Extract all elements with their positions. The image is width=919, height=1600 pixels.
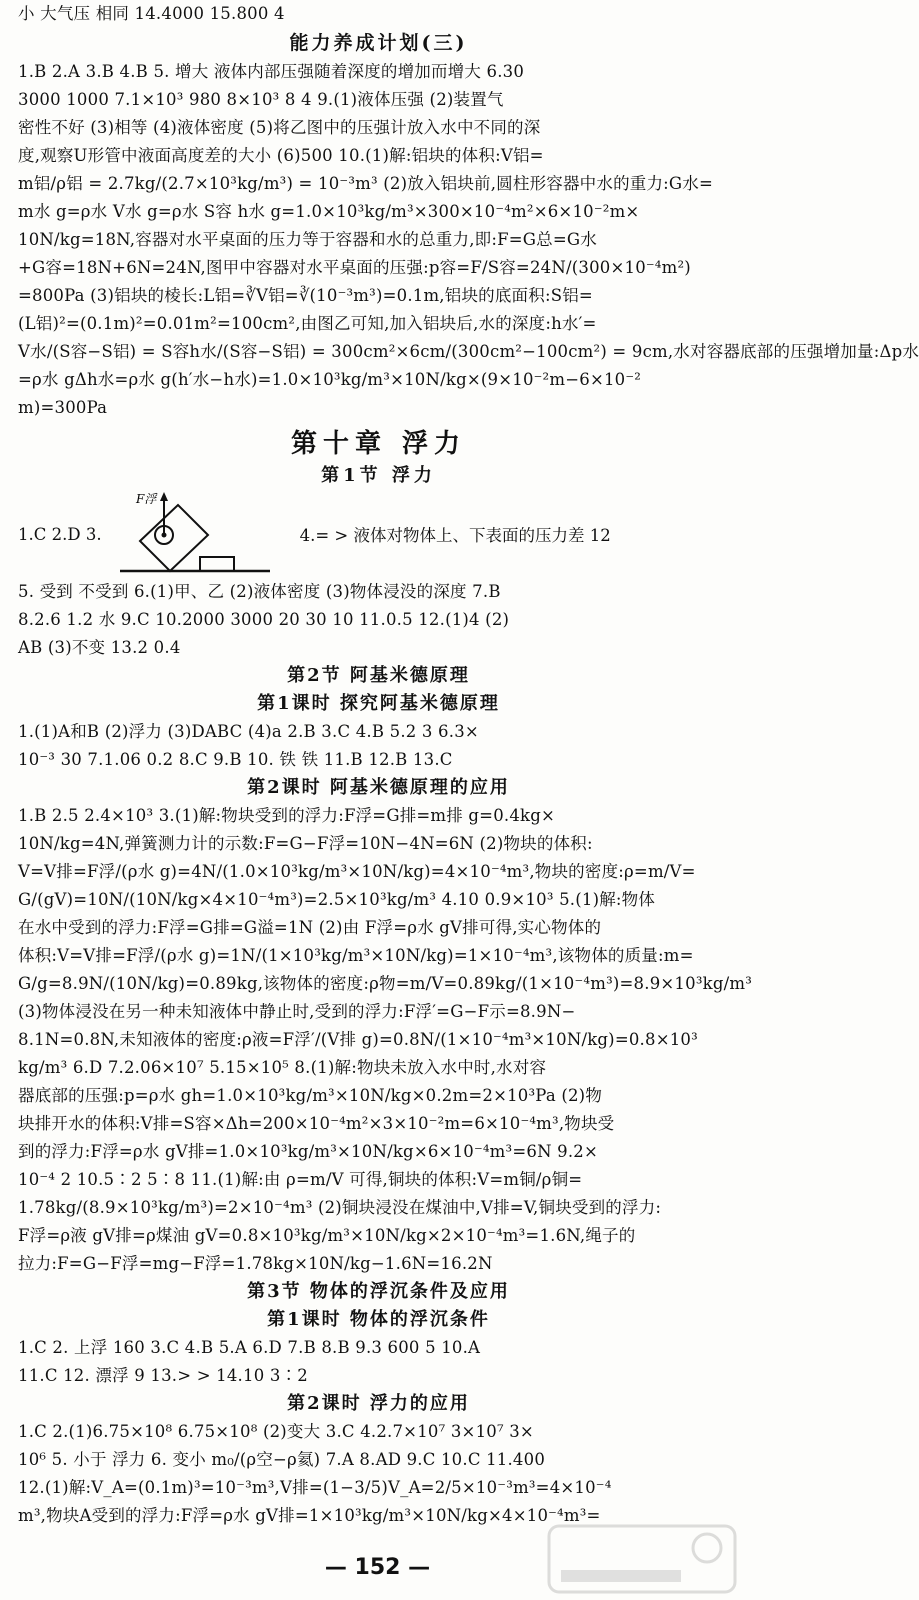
section1-lines-line: 1.B 2.A 3.B 4.B 5. 增大 液体内部压强随着深度的增加而增大 6.30 — [18, 62, 525, 81]
sec2-title: 第2节 阿基米德原理 — [287, 665, 470, 686]
sec2-lesson2-title: 第2课时 阿基米德原理的应用 — [247, 777, 510, 798]
sec2-lesson2-lines-line: 在水中受到的浮力:F浮=G排=G溢=1N (2)由 F浮=ρ水 gV排可得,实心物体的 — [18, 918, 602, 937]
sec2-lesson2-lines-line: 器底部的压强:p=ρ水 gh=1.0×10³kg/m³×10N/kg×0.2m=2×10³Pa (2)物 — [18, 1086, 603, 1105]
section1-lines-line: 度,观察U形管中液面高度差的大小 (6)500 10.(1)解:铝块的体积:V铝= — [18, 146, 544, 165]
sec3-title: 第3节 物体的浮沉条件及应用 — [247, 1281, 510, 1302]
sec3-lesson1-answers — [18, 1334, 739, 1390]
sec3-lesson2-lines-line: m³,物块A受到的浮力:F浮=ρ水 gV排=1×10³kg/m³×10N/kg×4×10⁻⁴m³= — [18, 1506, 601, 1525]
ch-sec1-title: 第1节 浮力 — [321, 465, 436, 486]
chapter-title: 第十章 浮力 — [290, 429, 467, 459]
section1-lines-line: 10N/kg=18N,容器对水平桌面的压力等于容器和水的总重力,即:F=G总=G水 — [18, 230, 597, 249]
sec2-lesson1-lines-line: 10⁻³ 30 7.1.06 0.2 8.C 9.B 10. 铁 铁 11.B 12.B 13.C — [18, 750, 453, 769]
sec2-lesson2-lines-line: (3)物体浸没在另一种未知液体中静止时,受到的浮力:F浮′=G−F示=8.9N− — [18, 1002, 576, 1021]
sec1-row-with-diagram — [18, 490, 739, 578]
sec2-lesson2-lines-line: 1.78kg/(8.9×10³kg/m³)=2×10⁻⁴m³ (2)铜块浸没在煤油中,V排=V,铜块受到的浮力: — [18, 1198, 662, 1217]
watermark-logo-icon — [547, 1524, 737, 1594]
sec2-lesson2-lines-line: 1.B 2.5 2.4×10³ 3.(1)解:物块受到的浮力:F浮=G排=m排 g=0.4kg× — [18, 806, 556, 825]
sec1-lines-line: AB (3)不变 13.2 0.4 — [18, 638, 181, 657]
section1-lines-line: (L铝)²=(0.1m)²=0.01m²=100cm²,由图乙可知,加入铝块后,水的深度:h水′= — [18, 314, 597, 333]
section1-lines-line: m铝/ρ铝 = 2.7kg/(2.7×10³kg/m³) = 10⁻³m³ (2)放入铝块前,圆柱形容器中水的重力:G水= — [18, 174, 714, 193]
sec2-lesson2-lines-line: G/(gV)=10N/(10N/kg×4×10⁻⁴m³)=2.5×10³kg/m³ 4.10 0.9×10³ 5.(1)解:物体 — [18, 890, 656, 909]
sec3-lesson1-lines-line: 1.C 2. 上浮 160 3.C 4.B 5.A 6.D 7.B 8.B 9.3 600 5 10.A — [18, 1338, 481, 1357]
section1-lines-line: 密性不好 (3)相等 (4)液体密度 (5)将乙图中的压强计放入水中不同的深 — [18, 118, 541, 137]
sec2-lesson2-answers — [18, 802, 753, 1278]
sec2-lesson1-answers — [18, 718, 739, 774]
sec2-lesson2-lines-line: 10N/kg=4N,弹簧测力计的示数:F=G−F浮=10N−4N=6N (2)物块的体积: — [18, 834, 593, 853]
sec2-lesson2-lines-line: F浮=ρ液 gV排=ρ煤油 gV=0.8×10³kg/m³×10N/kg×2×10⁻⁴m³=1.6N,绳子的 — [18, 1226, 636, 1245]
sec1-row1-left: 1.C 2.D 3. — [18, 524, 102, 544]
sec2-lesson2-lines-line: 10⁻⁴ 2 10.5∶2 5∶8 11.(1)解:由 ρ=m/V 可得,铜块的体积:V=m铜/ρ铜= — [18, 1170, 583, 1189]
sec2-lesson2-lines-line: 体积:V=V排=F浮/(ρ水 g)=1N/(1×10³kg/m³×10N/kg)=1×10⁻⁴m³,该物体的质量:m= — [18, 946, 694, 965]
sec3-lesson1-title: 第1课时 物体的浮沉条件 — [267, 1309, 490, 1330]
section1-lines-line: m水 g=ρ水 V水 g=ρ水 S容 h水 g=1.0×10³kg/m³×300×10⁻⁴m²×6×10⁻²m× — [18, 202, 640, 221]
sec2-lesson2-lines-line: 8.1N=0.8N,未知液体的密度:ρ液=F浮′/(V排 g)=0.8N/(1×10⁻⁴m³×10N/kg)=0.8×10³ — [18, 1030, 698, 1049]
page-number: — 152 — — [324, 1555, 431, 1580]
top-line: 小 大气压 相同 14.4000 15.800 4 — [18, 4, 285, 23]
sec3-lesson2-answers — [18, 1418, 739, 1530]
section-title-ability-plan: 能力养成计划(三) — [289, 32, 468, 54]
section1-lines-line: V水/(S容−S铝) = S容h水/(S容−S铝) = 300cm²×6cm/(300cm²−100cm²) = 9cm,水对容器底部的压强增加量:Δp水 — [18, 342, 919, 361]
section1-lines-line: m)=300Pa — [18, 398, 108, 417]
sec3-lesson2-lines-line: 12.(1)解:V_A=(0.1m)³=10⁻³m³,V排=(1−3/5)V_A=2/5×10⁻³m³=4×10⁻⁴ — [18, 1478, 612, 1497]
section1-lines-line: =800Pa (3)铝块的棱长:L铝=∛V铝=∛(10⁻³m³)=0.1m,铝块的底面积:S铝= — [18, 286, 593, 305]
sec2-lesson1-title: 第1课时 探究阿基米德原理 — [257, 693, 500, 714]
sec2-lesson2-lines-line: 到的浮力:F浮=ρ水 gV排=1.0×10³kg/m³×10N/kg×6×10⁻⁴m³=6N 9.2× — [18, 1142, 599, 1161]
section1-answers — [18, 58, 919, 422]
buoyancy-diagram — [120, 491, 270, 577]
sec3-lesson1-lines-line: 11.C 12. 漂浮 9 13.> > 14.10 3∶2 — [18, 1366, 308, 1385]
sec3-lesson2-lines-line: 1.C 2.(1)6.75×10⁸ 6.75×10⁸ (2)变大 3.C 4.2.7×10⁷ 3×10⁷ 3× — [18, 1422, 534, 1441]
section1-lines-line: 3000 1000 7.1×10³ 980 8×10³ 8 4 9.(1)液体压强 (2)装置气 — [18, 90, 504, 109]
sec2-lesson2-lines-line: kg/m³ 6.D 7.2.06×10⁷ 5.15×10⁵ 8.(1)解:物块未放入水中时,水对容 — [18, 1058, 547, 1077]
sec1-row1-right: 4.= > 液体对物体上、下表面的压力差 12 — [299, 526, 611, 545]
sec3-lesson2-lines-line: 10⁶ 5. 小于 浮力 6. 变小 m₀/(ρ空−ρ氦) 7.A 8.AD 9.C 10.C 11.400 — [18, 1450, 546, 1469]
sec2-lesson2-lines-line: 拉力:F=G−F浮=mg−F浮=1.78kg×10N/kg−1.6N=16.2N — [18, 1254, 493, 1273]
sec2-lesson1-lines-line: 1.(1)A和B (2)浮力 (3)DABC (4)a 2.B 3.C 4.B 5.2 3 6.3× — [18, 722, 479, 741]
sec2-lesson2-lines-line: G/g=8.9N/(10N/kg)=0.89kg,该物体的密度:ρ物=m/V=0.89kg/(1×10⁻⁴m³)=8.9×10³kg/m³ — [18, 974, 753, 993]
sec1-lines-line: 8.2.6 1.2 水 9.C 10.2000 3000 20 30 10 11.0.5 12.(1)4 (2) — [18, 610, 510, 629]
sec3-lesson2-title: 第2课时 浮力的应用 — [287, 1393, 470, 1414]
sec2-lesson2-lines-line: V=V排=F浮/(ρ水 g)=4N/(1.0×10³kg/m³×10N/kg)=4×10⁻⁴m³,物块的密度:ρ=m/V= — [18, 862, 696, 881]
sec1-answers — [18, 578, 739, 662]
sec1-lines-line: 5. 受到 不受到 6.(1)甲、乙 (2)液体密度 (3)物体浸没的深度 7.B — [18, 582, 501, 601]
section1-lines-line: =ρ水 gΔh水=ρ水 g(h′水−h水)=1.0×10³kg/m³×10N/kg×(9×10⁻²m−6×10⁻² — [18, 370, 642, 389]
diagram-label: F浮 — [135, 492, 156, 506]
sec2-lesson2-lines-line: 块排开水的体积:V排=S容×Δh=200×10⁻⁴m²×3×10⁻²m=6×10⁻⁴m³,物块受 — [18, 1114, 615, 1133]
section1-lines-line: +G容=18N+6N=24N,图甲中容器对水平桌面的压强:p容=F/S容=24N/(300×10⁻⁴m²) — [18, 258, 691, 277]
